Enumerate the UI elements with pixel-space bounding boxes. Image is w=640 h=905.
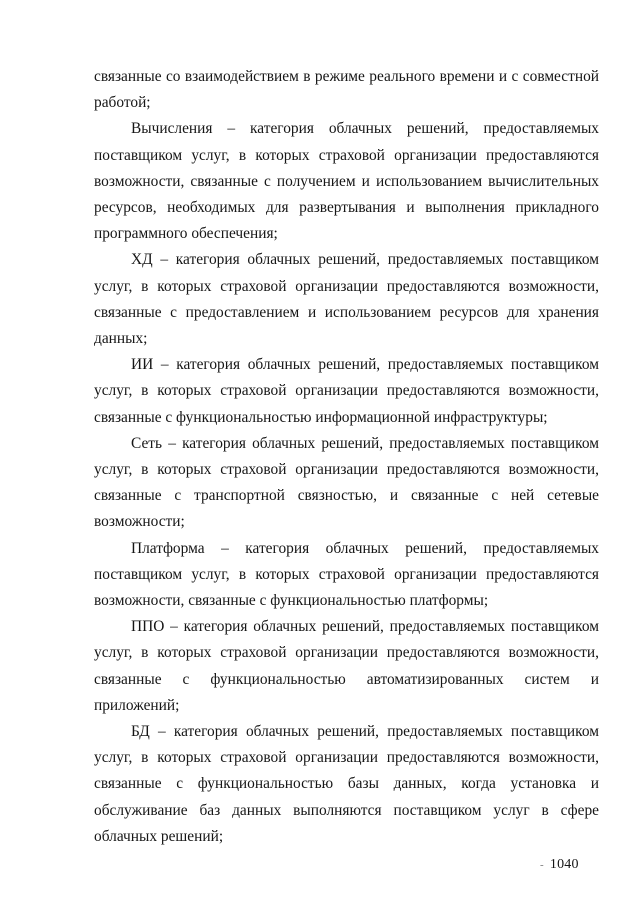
- body-text: [94, 64, 599, 850]
- paragraph-database: БД – категория облачных решений, предоставляемых поставщиком услуг, в которых страховой организации предоставляются возможности, связанные с функциональностью базы данных, когда установка и обслуживание баз данных выполняются поставщиком услуг в сфере облачных решений;: [94, 723, 599, 845]
- paragraph-platform: Платформа – категория облачных решений, предоставляемых поставщиком услуг, в которых страховой организации предоставляются возможности, связанные с функциональностью платформы;: [94, 539, 599, 610]
- page-number: [540, 857, 579, 873]
- paragraph-storage: ХД – категория облачных решений, предоставляемых поставщиком услуг, в которых страховой организации предоставляются возможности, связанные с предоставлением и использованием ресурсов для хранения данных;: [94, 251, 599, 348]
- paragraph-continuation: связанные со взаимодействием в режиме реального времени и с совместной работой;: [94, 68, 599, 112]
- paragraph-application-software: ППО – категория облачных решений, предоставляемых поставщиком услуг, в которых страховой организации предоставляются возможности, связанные с функциональностью автоматизированных систем и приложений;: [94, 618, 599, 714]
- page-number-value: 1040: [549, 857, 579, 872]
- page-number-mark: -: [540, 859, 544, 871]
- paragraph-computing: Вычисления – категория облачных решений, предоставляемых поставщиком услуг, в которых страховой организации предоставляются возможности, связанные с получением и использованием вычислительных ресурсов, необходимых для развертывания и выполнения прикладного программного обеспечения;: [94, 120, 599, 243]
- paragraph-network: Сеть – категория облачных решений, предоставляемых поставщиком услуг, в которых страховой организации предоставляются возможности, связанные с транспортной связностью, и связанные с ней сетевые возможности;: [94, 434, 599, 531]
- paragraph-infrastructure: ИИ – категория облачных решений, предоставляемых поставщиком услуг, в которых страховой организации предоставляются возможности, связанные с функциональностью информационной инфраструктуры;: [94, 356, 599, 426]
